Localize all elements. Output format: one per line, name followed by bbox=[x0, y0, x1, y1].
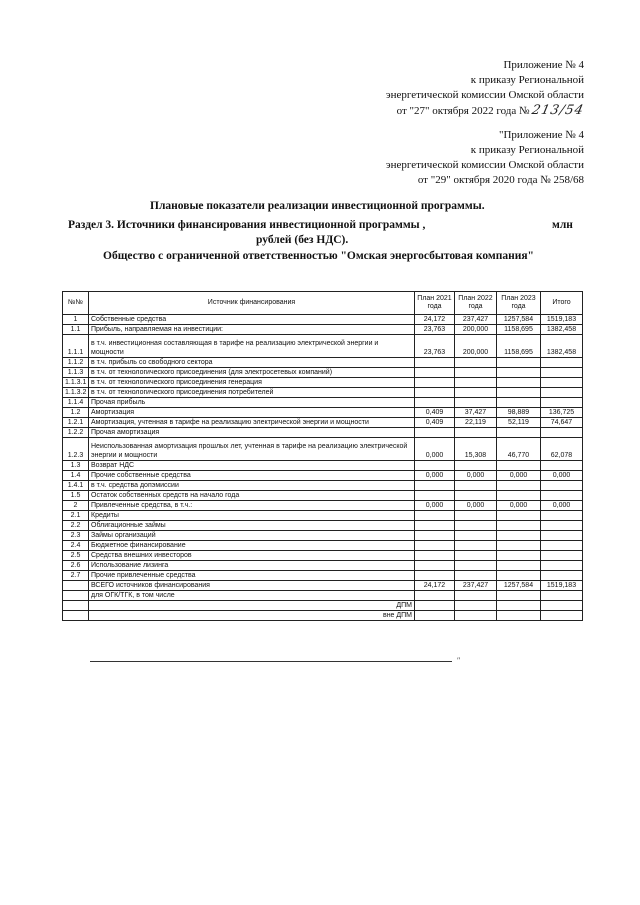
table-header-row bbox=[63, 292, 583, 315]
row-plan-2022 bbox=[455, 551, 497, 561]
commission-name: энергетической комиссии Омской области bbox=[385, 159, 584, 171]
row-number: 2.2 bbox=[63, 521, 89, 531]
row-number: 2.7 bbox=[63, 571, 89, 581]
order-date: от "29" октября 2020 года № 258/68 bbox=[417, 174, 584, 186]
table-row bbox=[63, 368, 583, 378]
row-plan-2022 bbox=[455, 491, 497, 501]
row-total bbox=[541, 561, 583, 571]
col-plan-2023: План 2023 года bbox=[497, 292, 541, 315]
row-total bbox=[541, 541, 583, 551]
row-plan-2023: 1158,695 bbox=[497, 325, 541, 335]
row-plan-2023 bbox=[497, 571, 541, 581]
row-plan-2021: 24,172 bbox=[415, 315, 455, 325]
order-header-current bbox=[386, 58, 584, 119]
row-plan-2021 bbox=[415, 428, 455, 438]
table-row bbox=[63, 481, 583, 491]
row-plan-2022 bbox=[455, 461, 497, 471]
appendix-label: Приложение № 4 bbox=[503, 59, 584, 71]
row-number: 1.1.3.2 bbox=[63, 388, 89, 398]
row-plan-2021 bbox=[415, 571, 455, 581]
row-source-name: Прочая амортизация bbox=[89, 428, 415, 438]
row-plan-2021 bbox=[415, 561, 455, 571]
row-total: 0,000 bbox=[541, 471, 583, 481]
order-ref: к приказу Региональной bbox=[470, 144, 584, 156]
row-plan-2022: 237,427 bbox=[455, 581, 497, 591]
row-source-name: в т.ч. от технологического присоединения (для электросетевых компаний) bbox=[89, 368, 415, 378]
col-source: Источник финансирования bbox=[89, 292, 415, 315]
row-plan-2022 bbox=[455, 561, 497, 571]
col-plan-2022: План 2022 года bbox=[455, 292, 497, 315]
row-plan-2021 bbox=[415, 531, 455, 541]
row-source-name: Собственные средства bbox=[89, 315, 415, 325]
row-total bbox=[541, 511, 583, 521]
row-plan-2023 bbox=[497, 531, 541, 541]
row-source-name: Прибыль, направляемая на инвестиции: bbox=[89, 325, 415, 335]
row-plan-2023 bbox=[497, 591, 541, 601]
row-number: 1.2 bbox=[63, 408, 89, 418]
row-number: 2.1 bbox=[63, 511, 89, 521]
row-plan-2023: 1158,695 bbox=[497, 335, 541, 358]
row-source-name: в т.ч. от технологического присоединения потребителей bbox=[89, 388, 415, 398]
row-source-name: в т.ч. прибыль со свободного сектора bbox=[89, 358, 415, 368]
row-source-name: Амортизация bbox=[89, 408, 415, 418]
row-plan-2022: 0,000 bbox=[455, 471, 497, 481]
row-source-name: Облигационные займы bbox=[89, 521, 415, 531]
row-plan-2021 bbox=[415, 378, 455, 388]
row-source-name: в т.ч. средства допэмиссии bbox=[89, 481, 415, 491]
row-plan-2022 bbox=[455, 358, 497, 368]
row-number bbox=[63, 611, 89, 621]
row-plan-2022: 237,427 bbox=[455, 315, 497, 325]
row-total: 1382,458 bbox=[541, 335, 583, 358]
row-source-name: Возврат НДС bbox=[89, 461, 415, 471]
table-row bbox=[63, 501, 583, 511]
row-source-name: Использование лизинга bbox=[89, 561, 415, 571]
row-number: 1.1 bbox=[63, 325, 89, 335]
row-plan-2021: 0,409 bbox=[415, 418, 455, 428]
row-plan-2023 bbox=[497, 428, 541, 438]
row-plan-2021 bbox=[415, 611, 455, 621]
row-total bbox=[541, 378, 583, 388]
row-plan-2022 bbox=[455, 368, 497, 378]
row-total: 0,000 bbox=[541, 501, 583, 511]
row-number: 1.1.3.1 bbox=[63, 378, 89, 388]
row-plan-2021 bbox=[415, 591, 455, 601]
row-plan-2021 bbox=[415, 461, 455, 471]
row-plan-2022: 37,427 bbox=[455, 408, 497, 418]
row-plan-2022 bbox=[455, 571, 497, 581]
row-total bbox=[541, 521, 583, 531]
row-number bbox=[63, 581, 89, 591]
row-plan-2021: 0,000 bbox=[415, 471, 455, 481]
row-plan-2023: 0,000 bbox=[497, 501, 541, 511]
row-plan-2021: 0,000 bbox=[415, 501, 455, 511]
row-plan-2023: 0,000 bbox=[497, 471, 541, 481]
row-plan-2023 bbox=[497, 561, 541, 571]
row-total bbox=[541, 428, 583, 438]
row-number: 2.4 bbox=[63, 541, 89, 551]
row-plan-2021: 23,763 bbox=[415, 325, 455, 335]
row-plan-2021 bbox=[415, 511, 455, 521]
table-row bbox=[63, 581, 583, 591]
row-source-name: для ОГК/ТГК, в том числе bbox=[89, 591, 415, 601]
row-total: 1382,458 bbox=[541, 325, 583, 335]
table-row bbox=[63, 531, 583, 541]
row-source-name: Прочие привлеченные средства bbox=[89, 571, 415, 581]
row-source-name: Остаток собственных средств на начало года bbox=[89, 491, 415, 501]
row-plan-2023 bbox=[497, 521, 541, 531]
row-plan-2023 bbox=[497, 398, 541, 408]
col-total: Итого bbox=[541, 292, 583, 315]
order-header-previous bbox=[386, 128, 584, 188]
row-total: 62,078 bbox=[541, 438, 583, 461]
section-title: Раздел 3. Источники финансирования инвестиционной программы , bbox=[68, 219, 426, 231]
row-number: 1.5 bbox=[63, 491, 89, 501]
row-plan-2022 bbox=[455, 601, 497, 611]
row-total bbox=[541, 571, 583, 581]
row-source-name: Бюджетное финансирование bbox=[89, 541, 415, 551]
row-plan-2022: 200,000 bbox=[455, 325, 497, 335]
row-plan-2022: 0,000 bbox=[455, 501, 497, 511]
row-number: 2.5 bbox=[63, 551, 89, 561]
row-total bbox=[541, 368, 583, 378]
row-number bbox=[63, 601, 89, 611]
row-plan-2023: 52,119 bbox=[497, 418, 541, 428]
row-plan-2021: 0,000 bbox=[415, 438, 455, 461]
row-total bbox=[541, 358, 583, 368]
row-source-name: вне ДПМ bbox=[89, 611, 415, 621]
section-units-cont: рублей (без НДС). bbox=[256, 234, 349, 246]
table-row bbox=[63, 428, 583, 438]
row-source-name: ДПМ bbox=[89, 601, 415, 611]
row-total bbox=[541, 481, 583, 491]
row-plan-2022 bbox=[455, 428, 497, 438]
row-total bbox=[541, 491, 583, 501]
row-plan-2022 bbox=[455, 378, 497, 388]
row-plan-2022 bbox=[455, 481, 497, 491]
row-total bbox=[541, 461, 583, 471]
table-row bbox=[63, 511, 583, 521]
row-plan-2023 bbox=[497, 358, 541, 368]
row-plan-2021 bbox=[415, 521, 455, 531]
row-plan-2023 bbox=[497, 368, 541, 378]
order-date: от "27" октября 2022 года № 213/54 bbox=[396, 103, 586, 118]
table-row bbox=[63, 418, 583, 428]
row-plan-2021: 24,172 bbox=[415, 581, 455, 591]
row-source-name: Прочие собственные средства bbox=[89, 471, 415, 481]
row-plan-2022 bbox=[455, 388, 497, 398]
row-plan-2021 bbox=[415, 601, 455, 611]
table-row bbox=[63, 408, 583, 418]
row-source-name: Займы организаций bbox=[89, 531, 415, 541]
row-number: 1.2.3 bbox=[63, 438, 89, 461]
row-source-name: Привлеченные средства, в т.ч.: bbox=[89, 501, 415, 511]
company-name: Общество с ограниченной ответственностью "Омская энергосбытовая компания" bbox=[103, 250, 534, 262]
order-ref: к приказу Региональной bbox=[470, 74, 584, 86]
document-title: Плановые показатели реализации инвестиционной программы. bbox=[150, 200, 485, 212]
row-total bbox=[541, 388, 583, 398]
handwritten-order-number: 213/54 bbox=[530, 103, 586, 118]
table-row bbox=[63, 571, 583, 581]
table-row bbox=[63, 398, 583, 408]
row-plan-2022 bbox=[455, 531, 497, 541]
row-plan-2022 bbox=[455, 521, 497, 531]
table-row bbox=[63, 491, 583, 501]
row-number: 1.1.3 bbox=[63, 368, 89, 378]
row-plan-2021 bbox=[415, 481, 455, 491]
row-plan-2022 bbox=[455, 398, 497, 408]
row-total bbox=[541, 611, 583, 621]
closing-quote-mark: ″ bbox=[457, 656, 461, 665]
row-source-name: Прочая прибыль bbox=[89, 398, 415, 408]
row-plan-2023: 98,889 bbox=[497, 408, 541, 418]
row-plan-2021 bbox=[415, 551, 455, 561]
row-plan-2022: 15,308 bbox=[455, 438, 497, 461]
section-units: млн bbox=[552, 219, 573, 231]
row-number: 1.1.4 bbox=[63, 398, 89, 408]
row-source-name: в т.ч. от технологического присоединения генерация bbox=[89, 378, 415, 388]
row-plan-2021 bbox=[415, 398, 455, 408]
row-source-name: Амортизация, учтенная в тарифе на реализацию электрической энергии и мощности bbox=[89, 418, 415, 428]
row-plan-2023 bbox=[497, 541, 541, 551]
row-plan-2022 bbox=[455, 591, 497, 601]
row-total bbox=[541, 531, 583, 541]
row-total bbox=[541, 601, 583, 611]
row-number: 1.4.1 bbox=[63, 481, 89, 491]
table-row bbox=[63, 471, 583, 481]
row-plan-2023 bbox=[497, 461, 541, 471]
row-plan-2021 bbox=[415, 368, 455, 378]
table-row bbox=[63, 591, 583, 601]
row-source-name: Кредиты bbox=[89, 511, 415, 521]
row-source-name: Неиспользованная амортизация прошлых лет, учтенная в тарифе на реализацию электрической энергии и мощности bbox=[89, 438, 415, 461]
financing-table bbox=[62, 291, 583, 621]
row-number: 1.1.2 bbox=[63, 358, 89, 368]
row-plan-2023 bbox=[497, 378, 541, 388]
row-number: 1.2.1 bbox=[63, 418, 89, 428]
row-number: 1.3 bbox=[63, 461, 89, 471]
row-plan-2021 bbox=[415, 491, 455, 501]
row-number: 1.4 bbox=[63, 471, 89, 481]
row-plan-2023 bbox=[497, 511, 541, 521]
row-plan-2023 bbox=[497, 551, 541, 561]
row-total: 74,647 bbox=[541, 418, 583, 428]
col-num: №№ bbox=[63, 292, 89, 315]
row-plan-2022: 22,119 bbox=[455, 418, 497, 428]
row-plan-2023 bbox=[497, 388, 541, 398]
row-source-name: Средства внешних инвесторов bbox=[89, 551, 415, 561]
table-row bbox=[63, 541, 583, 551]
row-plan-2021 bbox=[415, 358, 455, 368]
row-number: 1 bbox=[63, 315, 89, 325]
row-total bbox=[541, 591, 583, 601]
commission-name: энергетической комиссии Омской области bbox=[385, 89, 584, 101]
row-plan-2022 bbox=[455, 511, 497, 521]
row-plan-2023 bbox=[497, 601, 541, 611]
table-row bbox=[63, 551, 583, 561]
table-row bbox=[63, 335, 583, 358]
appendix-label: "Приложение № 4 bbox=[498, 129, 584, 141]
row-source-name: ВСЕГО источников финансирования bbox=[89, 581, 415, 591]
col-plan-2021: План 2021 года bbox=[415, 292, 455, 315]
table-row bbox=[63, 325, 583, 335]
row-total: 1519,183 bbox=[541, 315, 583, 325]
table-row bbox=[63, 378, 583, 388]
row-source-name: в т.ч. инвестиционная составляющая в тарифе на реализацию электрической энергии и мощности bbox=[89, 335, 415, 358]
row-plan-2023: 1257,584 bbox=[497, 581, 541, 591]
row-plan-2023 bbox=[497, 491, 541, 501]
table-row bbox=[63, 358, 583, 368]
row-plan-2023 bbox=[497, 611, 541, 621]
row-number: 2 bbox=[63, 501, 89, 511]
row-plan-2022 bbox=[455, 611, 497, 621]
row-plan-2022 bbox=[455, 541, 497, 551]
row-plan-2023 bbox=[497, 481, 541, 491]
table-row bbox=[63, 521, 583, 531]
table-row bbox=[63, 388, 583, 398]
row-number bbox=[63, 591, 89, 601]
row-plan-2021 bbox=[415, 541, 455, 551]
table-row bbox=[63, 601, 583, 611]
row-plan-2023: 1257,584 bbox=[497, 315, 541, 325]
table-row bbox=[63, 461, 583, 471]
row-plan-2022: 200,000 bbox=[455, 335, 497, 358]
row-number: 2.6 bbox=[63, 561, 89, 571]
row-total: 1519,183 bbox=[541, 581, 583, 591]
row-total bbox=[541, 551, 583, 561]
table-row bbox=[63, 561, 583, 571]
row-number: 1.2.2 bbox=[63, 428, 89, 438]
table-row bbox=[63, 611, 583, 621]
row-number: 2.3 bbox=[63, 531, 89, 541]
row-total: 136,725 bbox=[541, 408, 583, 418]
row-plan-2021 bbox=[415, 388, 455, 398]
row-total bbox=[541, 398, 583, 408]
row-plan-2021: 0,409 bbox=[415, 408, 455, 418]
row-plan-2021: 23,763 bbox=[415, 335, 455, 358]
table-row bbox=[63, 315, 583, 325]
row-plan-2023: 46,770 bbox=[497, 438, 541, 461]
bottom-rule bbox=[90, 661, 452, 662]
row-number: 1.1.1 bbox=[63, 335, 89, 358]
table-row bbox=[63, 438, 583, 461]
